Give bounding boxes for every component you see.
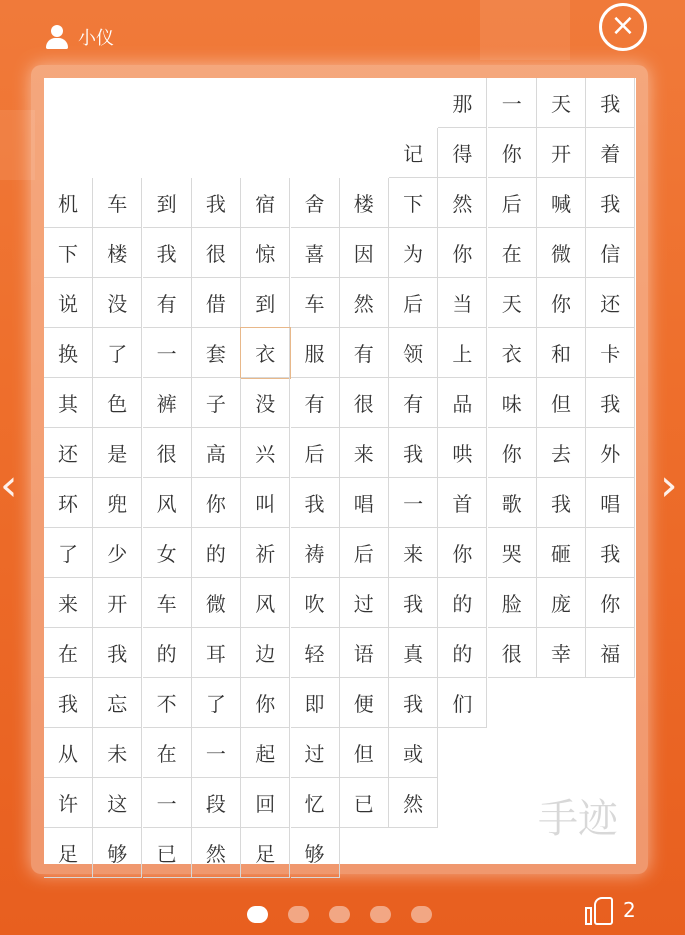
grid-cell: 后 — [340, 528, 389, 578]
grid-cell: 吹 — [291, 578, 340, 628]
grid-cell: 和 — [537, 328, 586, 378]
grid-cell: 了 — [44, 528, 93, 578]
grid-cell: 我 — [586, 378, 635, 428]
grid-cell: 得 — [438, 128, 487, 178]
grid-cell: 套 — [192, 328, 241, 378]
grid-cell: 楼 — [340, 178, 389, 228]
grid-cell: 微 — [192, 578, 241, 628]
pager-dot[interactable] — [370, 906, 391, 923]
pager-dot[interactable] — [247, 906, 268, 923]
grid-cell: 下 — [44, 228, 93, 278]
grid-cell: 衣 — [488, 328, 537, 378]
grid-cell: 衣 — [241, 328, 290, 378]
pager-dot[interactable] — [329, 906, 350, 923]
grid-cell: 过 — [291, 728, 340, 778]
grid-cell: 惊 — [241, 228, 290, 278]
grid-cell: 然 — [192, 828, 241, 878]
grid-cell: 福 — [586, 628, 635, 678]
grid-cell: 幸 — [537, 628, 586, 678]
grid-cell: 你 — [438, 528, 487, 578]
grid-cell: 天 — [537, 78, 586, 128]
grid-cell: 子 — [192, 378, 241, 428]
grid-cell: 兴 — [241, 428, 290, 478]
grid-cell: 你 — [438, 228, 487, 278]
user-icon — [44, 24, 70, 50]
grid-cell: 上 — [438, 328, 487, 378]
grid-cell: 着 — [586, 128, 635, 178]
grid-cell: 你 — [488, 128, 537, 178]
grid-cell: 叫 — [241, 478, 290, 528]
grid-cell: 开 — [537, 128, 586, 178]
like-button[interactable] — [585, 895, 636, 925]
grid-cell: 记 — [389, 128, 438, 178]
grid-cell: 微 — [537, 228, 586, 278]
grid-cell: 那 — [438, 78, 487, 128]
grid-cell: 耳 — [192, 628, 241, 678]
grid-cell: 在 — [143, 728, 192, 778]
grid-cell: 裤 — [143, 378, 192, 428]
grid-cell: 味 — [488, 378, 537, 428]
grid-cell: 但 — [340, 728, 389, 778]
grid-cell: 为 — [389, 228, 438, 278]
grid-cell: 祷 — [291, 528, 340, 578]
grid-cell: 或 — [389, 728, 438, 778]
grid-cell: 哄 — [438, 428, 487, 478]
watermark-logo: 手迹 — [538, 796, 618, 842]
grid-cell: 领 — [389, 328, 438, 378]
grid-cell: 的 — [438, 628, 487, 678]
grid-cell: 服 — [291, 328, 340, 378]
grid-cell: 很 — [488, 628, 537, 678]
background-tile — [480, 0, 570, 60]
grid-cell: 不 — [143, 678, 192, 728]
grid-cell: 便 — [340, 678, 389, 728]
grid-cell: 一 — [143, 778, 192, 828]
grid-cell: 忘 — [93, 678, 142, 728]
grid-cell: 已 — [340, 778, 389, 828]
grid-cell: 我 — [291, 478, 340, 528]
grid-cell: 在 — [44, 628, 93, 678]
grid-cell: 轻 — [291, 628, 340, 678]
grid-cell: 你 — [537, 278, 586, 328]
grid-cell: 很 — [143, 428, 192, 478]
grid-cell: 我 — [586, 78, 635, 128]
grid-cell: 砸 — [537, 528, 586, 578]
grid-cell: 祈 — [241, 528, 290, 578]
grid-cell: 然 — [438, 178, 487, 228]
grid-cell: 真 — [389, 628, 438, 678]
grid-cell: 天 — [488, 278, 537, 328]
grid-cell: 歌 — [488, 478, 537, 528]
grid-cell: 高 — [192, 428, 241, 478]
grid-cell: 然 — [389, 778, 438, 828]
grid-cell: 来 — [340, 428, 389, 478]
grid-cell: 我 — [389, 678, 438, 728]
grid-cell: 品 — [438, 378, 487, 428]
grid-cell: 环 — [44, 478, 93, 528]
grid-cell: 一 — [389, 478, 438, 528]
grid-cell: 了 — [192, 678, 241, 728]
grid-cell: 们 — [438, 678, 487, 728]
grid-cell: 这 — [93, 778, 142, 828]
pager-dots — [247, 906, 432, 923]
grid-cell: 的 — [143, 628, 192, 678]
grid-cell: 有 — [389, 378, 438, 428]
grid-cell: 到 — [241, 278, 290, 328]
thumbs-up-icon — [585, 895, 613, 925]
grid-cell: 从 — [44, 728, 93, 778]
grid-cell: 的 — [438, 578, 487, 628]
grid-cell: 然 — [340, 278, 389, 328]
grid-cell: 起 — [241, 728, 290, 778]
grid-cell: 已 — [143, 828, 192, 878]
grid-cell: 其 — [44, 378, 93, 428]
grid-cell: 借 — [192, 278, 241, 328]
grid-cell: 车 — [93, 178, 142, 228]
grid-cell: 有 — [291, 378, 340, 428]
grid-cell: 信 — [586, 228, 635, 278]
grid-cell: 下 — [389, 178, 438, 228]
grid-cell: 你 — [192, 478, 241, 528]
grid-cell: 唱 — [340, 478, 389, 528]
pager-dot[interactable] — [288, 906, 309, 923]
grid-cell: 段 — [192, 778, 241, 828]
grid-cell: 我 — [537, 478, 586, 528]
handwriting-paper — [44, 78, 636, 864]
grid-cell: 机 — [44, 178, 93, 228]
grid-cell: 少 — [93, 528, 142, 578]
grid-cell: 我 — [389, 578, 438, 628]
grid-cell: 来 — [44, 578, 93, 628]
grid-cell: 还 — [44, 428, 93, 478]
user-header[interactable] — [44, 24, 114, 50]
grid-cell: 兜 — [93, 478, 142, 528]
prev-arrow-icon[interactable]: ‹ — [0, 460, 18, 511]
pager-dot[interactable] — [411, 906, 432, 923]
grid-cell: 没 — [93, 278, 142, 328]
grid-cell: 还 — [586, 278, 635, 328]
grid-cell: 一 — [488, 78, 537, 128]
grid-cell: 哭 — [488, 528, 537, 578]
grid-cell: 我 — [586, 528, 635, 578]
grid-cell: 车 — [291, 278, 340, 328]
grid-cell: 我 — [586, 178, 635, 228]
grid-cell: 因 — [340, 228, 389, 278]
grid-cell: 没 — [241, 378, 290, 428]
grid-cell: 来 — [389, 528, 438, 578]
grid-cell: 舍 — [291, 178, 340, 228]
grid-cell: 宿 — [241, 178, 290, 228]
grid-cell: 但 — [537, 378, 586, 428]
grid-cell: 后 — [291, 428, 340, 478]
grid-cell: 风 — [241, 578, 290, 628]
grid-cell: 够 — [93, 828, 142, 878]
grid-cell: 很 — [192, 228, 241, 278]
grid-cell: 边 — [241, 628, 290, 678]
grid-cell: 你 — [488, 428, 537, 478]
grid-cell: 一 — [192, 728, 241, 778]
next-arrow-icon[interactable]: › — [660, 460, 678, 511]
grid-cell: 是 — [93, 428, 142, 478]
grid-cell: 首 — [438, 478, 487, 528]
grid-cell: 你 — [586, 578, 635, 628]
grid-cell: 了 — [93, 328, 142, 378]
close-button[interactable]: × — [599, 3, 647, 51]
grid-cell: 外 — [586, 428, 635, 478]
grid-cell: 很 — [340, 378, 389, 428]
background-tile — [0, 110, 35, 180]
grid-cell: 许 — [44, 778, 93, 828]
grid-cell: 有 — [340, 328, 389, 378]
grid-cell: 我 — [93, 628, 142, 678]
grid-cell: 的 — [192, 528, 241, 578]
grid-cell: 色 — [93, 378, 142, 428]
grid-cell: 车 — [143, 578, 192, 628]
grid-cell: 女 — [143, 528, 192, 578]
grid-cell: 脸 — [488, 578, 537, 628]
grid-cell: 我 — [143, 228, 192, 278]
grid-cell: 唱 — [586, 478, 635, 528]
grid-cell: 回 — [241, 778, 290, 828]
grid-cell: 过 — [340, 578, 389, 628]
grid-cell: 换 — [44, 328, 93, 378]
grid-cell: 够 — [291, 828, 340, 878]
grid-cell: 即 — [291, 678, 340, 728]
grid-cell: 后 — [389, 278, 438, 328]
user-name: 小仪 — [78, 28, 114, 49]
grid-cell: 未 — [93, 728, 142, 778]
grid-cell: 后 — [488, 178, 537, 228]
grid-cell: 我 — [44, 678, 93, 728]
grid-cell: 说 — [44, 278, 93, 328]
grid-cell: 卡 — [586, 328, 635, 378]
grid-cell: 喊 — [537, 178, 586, 228]
like-count: 2 — [623, 898, 636, 922]
grid-cell: 我 — [192, 178, 241, 228]
grid-cell: 有 — [143, 278, 192, 328]
grid-cell: 在 — [488, 228, 537, 278]
grid-cell: 当 — [438, 278, 487, 328]
grid-cell: 一 — [143, 328, 192, 378]
grid-cell: 庞 — [537, 578, 586, 628]
grid-cell: 你 — [241, 678, 290, 728]
grid-cell: 忆 — [291, 778, 340, 828]
grid-cell: 到 — [143, 178, 192, 228]
grid-cell: 语 — [340, 628, 389, 678]
grid-cell: 喜 — [291, 228, 340, 278]
grid-cell: 楼 — [93, 228, 142, 278]
grid-cell: 风 — [143, 478, 192, 528]
grid-cell: 去 — [537, 428, 586, 478]
grid-cell: 开 — [93, 578, 142, 628]
grid-cell: 足 — [44, 828, 93, 878]
grid-cell: 足 — [241, 828, 290, 878]
grid-cell: 我 — [389, 428, 438, 478]
